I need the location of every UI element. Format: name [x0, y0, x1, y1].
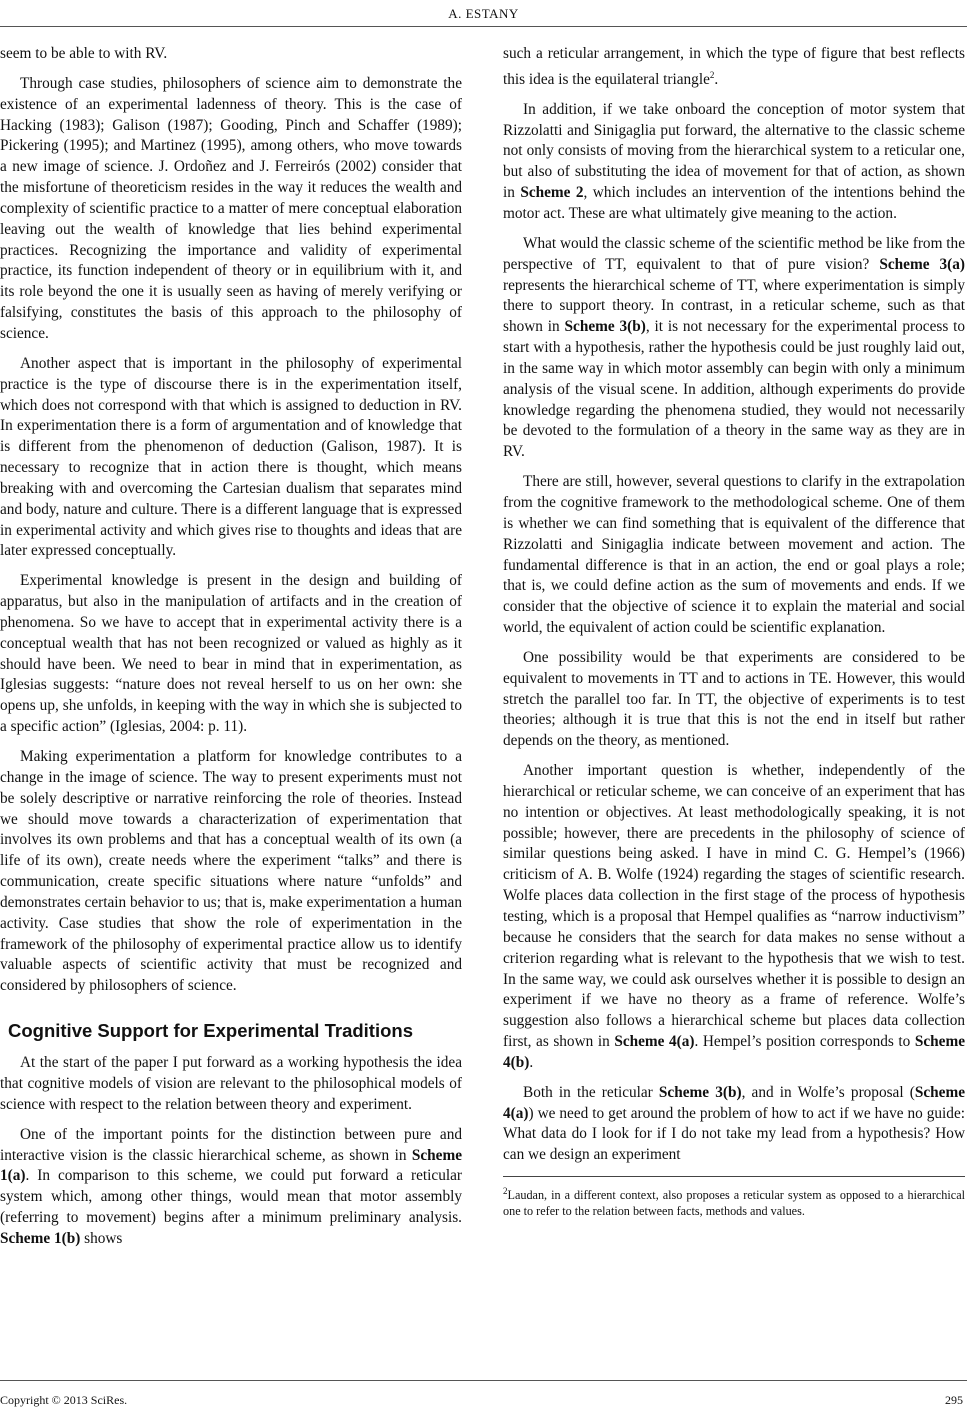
text-run: What would the classic scheme of the scientific method be like from the perspective of TT, equivalent to that of pure vision?	[503, 234, 965, 273]
paragraph: One possibility would be that experiments are considered to be equivalent to movements in TT and to actions in TE. However, this would stretch the parallel too far. In TT, the objective of experiments is to test theories; although it is true that this is not the end in itself but rather depends on the theory, as mentioned.	[503, 648, 965, 750]
copyright-notice: Copyright © 2013 SciRes.	[0, 1393, 128, 1407]
text-run: Another important question is whether, independently of the hierarchical or reticular scheme, we can conceive of an experiment that has no intention or objectives. At least methodologically speaking, it is not possible; however, there are precedents in the philosophy of science of similar questions being asked. I have in mind C. G. Hempel’s (1966) criticism of A. B. Wolfe (1924) regarding the stages of scientific research. Wolfe places data collection in the first stage of the process of hypothesis testing, which is a proposal that Hempel qualifies as “narrow inductivism” because he considers that the search for data makes no sense without a criterion regarding what is relevant to the hypothesis that we wish to test. In the same way, we could ask ourselves whether it is possible to design an experiment if we have no theory as a frame of reference. Wolfe’s suggestion also follows a hierarchical scheme but places data collection first, as shown in	[503, 762, 965, 1051]
running-head: A. ESTANY	[448, 6, 519, 21]
header-rule	[0, 26, 967, 27]
paragraph	[0, 1125, 462, 1250]
footnote-marker: 2	[503, 1186, 508, 1197]
text-run: .	[714, 70, 719, 88]
text-run: ) we need to get around the problem of how to act if we have no guide: What data do I look for if I do not take my lead from a hypothesis? How can we design an experiment	[503, 1104, 965, 1164]
paragraph: Another aspect that is important in the philosophy of experimental practice is the type of discourse there is in the experimentation itself, which does not correspond with that which is assigned to deduction in RV. In experimentation there is a form of argumentation and of knowledge that is different from the phenomenon of deduction (Galison, 1987). It is necessary to recognize that in action there is thought, which means breaking with and overcoming the Cartesian dualism that separates mind and body, nature and culture. There is a different language that is expressed in experimental activity and which gives rise to thoughts and ideas that are later expressed conceptually.	[0, 354, 462, 560]
scheme-reference: Scheme 3(b)	[658, 1083, 742, 1101]
text-run: . Hempel’s position corresponds to	[694, 1033, 915, 1051]
text-run: One of the important points for the distinction between pure and interactive vision is the classic hierarchical scheme, as shown in	[0, 1125, 462, 1164]
text-run: In addition, if we take onboard the conception of motor system that Rizzolatti and Sinigaglia put forward, the alternative to the classic scheme not only consists of moving from the hierarchical system to a reticular one, but also of substituting the idea of movement for that of action, as shown in	[503, 100, 965, 202]
paragraph	[503, 1083, 965, 1166]
scheme-reference: Scheme 4(b)	[503, 1033, 966, 1071]
text-run: . In comparison to this scheme, we could put forward a reticular system which, among other things, would mean that motor assembly (referring to movement) begins after a minimum preliminary analysis.	[0, 1167, 462, 1227]
text-run: Both in the reticular	[523, 1083, 659, 1101]
text-run: , which includes an intervention of the intentions behind the motor act. These are what ultimately give meaning to the action.	[503, 184, 965, 222]
scheme-reference: Scheme 4(a)	[614, 1033, 695, 1051]
paragraph	[503, 100, 965, 225]
paragraph: seem to be able to with RV.	[0, 45, 168, 62]
footnote-marker: 2	[709, 69, 715, 80]
text-run: , it is not necessary for the experimental process to start with a hypothesis, rather the hypothesis could be just roughly laid out, in the same way in which motor assembly can begin with only a minimum analysis of the visual scene. In addition, although experiments do provide knowledge regarding the phenomena studied, they would not necessarily be devoted to the formulation of a theory in the same way as they are in RV.	[503, 318, 966, 461]
section-heading: Cognitive Support for Experimental Traditions	[8, 1020, 413, 1042]
footnote-rule	[503, 1176, 965, 1177]
scheme-reference: Scheme 4(a)	[503, 1083, 965, 1122]
paragraph	[503, 234, 965, 463]
footnote	[503, 1183, 965, 1219]
paragraph: Through case studies, philosophers of science aim to demonstrate the existence of an experimental ladenness of theory. This is the case of Hacking (1983); Galison (1987); Gooding, Pinch and Schaffer (1989); Pickering (1995); and Martinez (1995), among others, who move towards a new image of science. J. Ordoñez and J. Ferreirós (2002) consider that the misfortune of theoreticism resides in the way it reduces the wealth and complexity of scientific practice to a matter of mere conceptual elaboration leaving out the wealth of knowledge that lies behind experimental practices. Recognizing the importance and validity of experimental practice, its function independent of theory or in equilibrium with it, and its role beyond the one it is usually seen as having of merely verifying or falsifying, constitutes the basis of this approach to the philosophy of science.	[0, 74, 462, 342]
left-column	[0, 44, 462, 1259]
text-run: shows	[80, 1229, 123, 1247]
scheme-reference: Scheme 3(a)	[879, 255, 965, 273]
paragraph	[503, 761, 965, 1074]
scheme-reference: Scheme 1(b)	[0, 1229, 81, 1247]
right-column	[503, 44, 965, 1219]
footnote-text: Laudan, in a different context, also proposes a reticular system as opposed to a hierarchical one to refer to the relation between facts, methods and values.	[503, 1188, 965, 1219]
text-run: such a reticular arrangement, in which the type of figure that best reflects this idea is the equilateral triangle	[503, 45, 965, 88]
paragraph: At the start of the paper I put forward as a working hypothesis the idea that cognitive models of vision are relevant to the philosophical models of science with respect to the relation between theory and experiment.	[0, 1054, 462, 1113]
text-run: .	[529, 1053, 534, 1071]
text-run: , and in Wolfe’s proposal (	[741, 1083, 915, 1101]
paragraph: There are still, however, several questions to clarify in the extrapolation from the cognitive framework to the methodological scheme. One of them is whether we can find something that is equivalent of the difference that Rizzolatti and Sinigaglia indicate between movement and action. The fundamental difference is that in an action, the end or goal plays a role; that is, we could define action as the sum of movements and ends. If we consider that the objective of science it to explain the material and social world, the equivalent of action could be scientific explanation.	[503, 473, 965, 637]
paragraph: Making experimentation a platform for knowledge contributes to a change in the image of science. The way to present experiments must not be solely descriptive or narrative reinforcing the role of theories. Instead we should move towards a characterization of experimentation that involves its own problems and that has a conceptual wealth of its own (a life of its own), create needs where the experiment “talks” and there is communication, create specific situations where nature “unfolds” and demonstrates certain behavior to us; that is, make experimentation a human activity. Case studies that show the role of experimentation in the framework of the philosophy of experimental practice allow us to identify valuable aspects of scientific activity that must be recognized and considered by philosophers of science.	[0, 748, 462, 995]
scheme-reference: Scheme 1(a)	[0, 1146, 462, 1185]
scheme-reference: Scheme 3(b)	[564, 318, 646, 336]
page-number: 295	[945, 1393, 963, 1407]
paragraph	[503, 44, 965, 91]
text-run: represents the hierarchical scheme of TT, where experimentation is simply there to support theory. In contrast, in a reticular scheme, such as that shown in	[503, 276, 965, 336]
footer-rule	[0, 1380, 967, 1381]
paragraph: Experimental knowledge is present in the design and building of apparatus, but also in the manipulation of artifacts and in the creation of phenomena. So we have to accept that in experimental activity there is a conceptual wealth that has not been recognized or valued as highly as it should have been. We need to bear in mind that in experimentation, as Iglesias suggests: “nature does not reveal herself to us on her own: she opens up, she unfolds, in keeping with the way in which she is subjected to a specific action” (Iglesias, 2004: p. 11).	[0, 572, 462, 736]
scheme-reference: Scheme 2	[520, 184, 584, 202]
